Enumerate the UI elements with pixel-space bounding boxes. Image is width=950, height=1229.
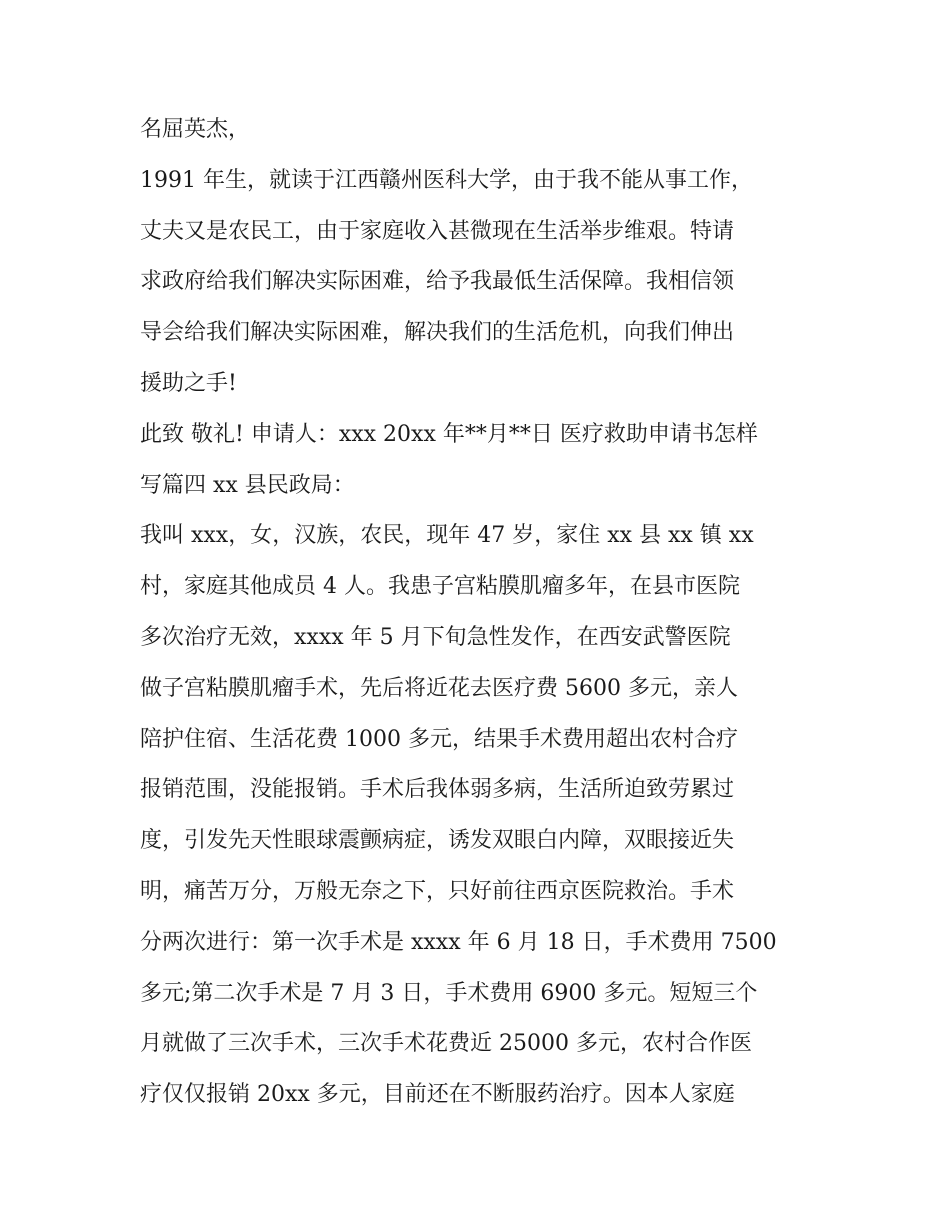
text-line-14: 报销范围，没能报销。手术后我体弱多病，生活所迫致劳累过 (140, 777, 735, 803)
text-line-9: 我叫 xxx，女，汉族，农民，现年 47 岁，家住 xx 县 xx 镇 xx (140, 523, 754, 549)
text-line-10: 村，家庭其他成员 4 人。我患子宫粘膜肌瘤多年，在县市医院 (140, 574, 740, 600)
text-line-5: 导会给我们解决实际困难，解决我们的生活危机，向我们伸出 (140, 320, 735, 346)
text-line-19: 月就做了三次手术，三次手术花费近 25000 多元，农村合作医 (140, 1031, 752, 1057)
text-line-20: 疗仅仅报销 20xx 多元，目前还在不断服药治疗。因本人家庭 (140, 1082, 735, 1108)
text-line-11: 多次治疗无效，xxxx 年 5 月下旬急性发作，在西安武警医院 (140, 624, 731, 650)
text-line-12: 做子宫粘膜肌瘤手术，先后将近花去医疗费 5600 多元，亲人 (140, 675, 738, 701)
text-line-2: 1991 年生，就读于江西赣州医科大学，由于我不能从事工作， (140, 167, 753, 193)
document-body (140, 105, 820, 1121)
text-line-17: 分两次进行：第一次手术是 xxxx 年 6 月 18 日，手术费用 7500 (140, 929, 777, 955)
text-line-7: 此致 敬礼! 申请人：xxx 20xx 年**月**日 医疗救助申请书怎样 (140, 421, 758, 447)
text-line-3: 丈夫又是农民工，由于家庭收入甚微现在生活举步维艰。特请 (140, 218, 735, 244)
text-line-1: 名屈英杰， (140, 117, 251, 142)
text-line-8: 写篇四 xx 县民政局： (140, 472, 355, 498)
text-line-16: 明，痛苦万分，万般无奈之下，只好前往西京医院救治。手术 (140, 878, 735, 904)
text-line-4: 求政府给我们解决实际困难，给予我最低生活保障。我相信领 (140, 269, 735, 295)
text-line-13: 陪护住宿、生活花费 1000 多元，结果手术费用超出农村合疗 (140, 726, 738, 752)
text-line-15: 度，引发先天性眼球震颤病症，诱发双眼白内障，双眼接近失 (140, 828, 735, 854)
text-line-18: 多元;第二次手术是 7 月 3 日，手术费用 6900 多元。短短三个 (140, 980, 758, 1006)
text-line-6: 援助之手! (140, 370, 237, 396)
